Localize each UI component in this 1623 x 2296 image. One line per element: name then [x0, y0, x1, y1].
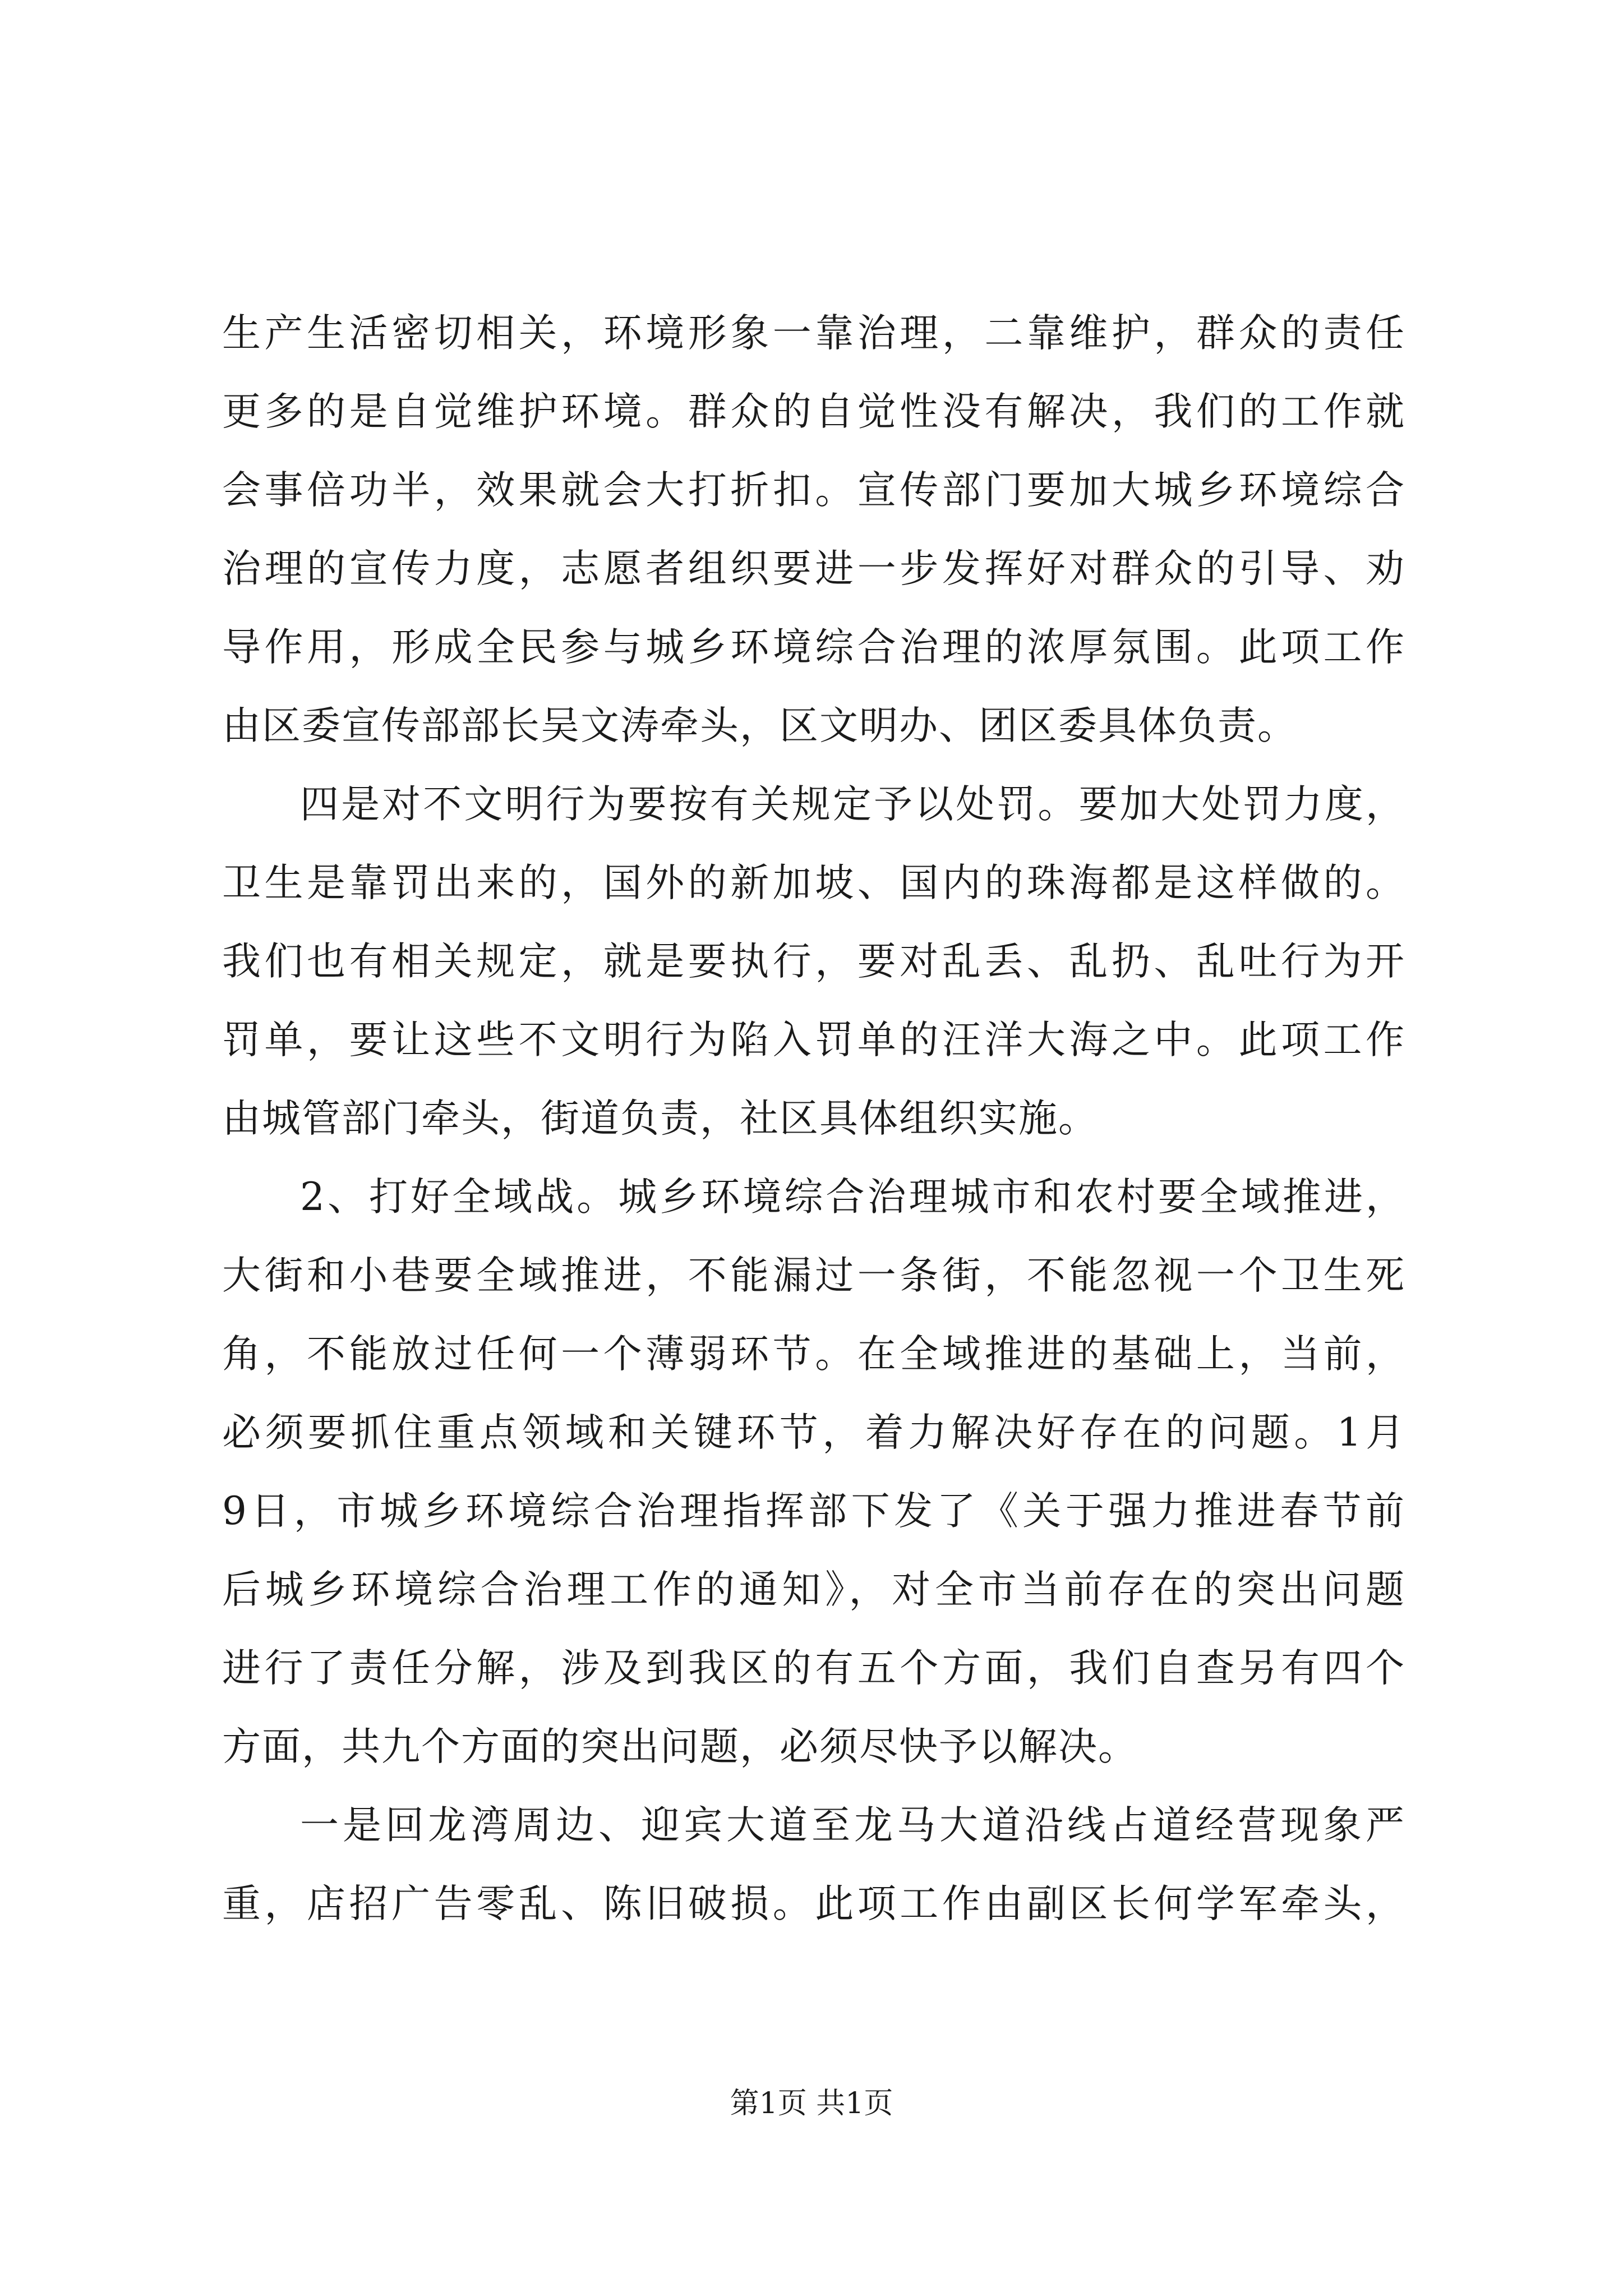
- text-line-6: 由区委宣传部部长吴文涛牵头，区文明办、团区委具体负责。: [222, 703, 1297, 748]
- text-line-8: 卫生是靠罚出来的，国外的新加坡、国内的珠海都是这样做的。: [222, 861, 1405, 905]
- text-line-14: 角，不能放过任何一个薄弱环节。在全域推进的基础上，当前，: [222, 1332, 1405, 1377]
- text-line-2: 更多的是自觉维护环境。群众的自觉性没有解决，我们的工作就: [222, 389, 1405, 434]
- paragraph-start-line-7: 四是对不文明行为要按有关规定予以处罚。要加大处罚力度，: [300, 782, 1405, 827]
- text-line-19: 方面，共九个方面的突出问题，必须尽快予以解决。: [222, 1724, 1138, 1769]
- text-line-5: 导作用，形成全民参与城乡环境综合治理的浓厚氛围。此项工作: [222, 625, 1405, 670]
- page-number-footer: 第1页 共1页: [730, 2087, 893, 2120]
- paragraph-start-line-12: 2、打好全域战。城乡环境综合治理城市和农村要全域推进，: [300, 1175, 1405, 1220]
- text-line-18: 进行了责任分解，涉及到我区的有五个方面，我们自查另有四个: [222, 1646, 1405, 1691]
- text-line-15: 必须要抓住重点领域和关键环节，着力解决好存在的问题。1月: [222, 1410, 1405, 1455]
- text-line-4: 治理的宣传力度，志愿者组织要进一步发挥好对群众的引导、劝: [222, 546, 1405, 591]
- text-line-10: 罚单，要让这些不文明行为陷入罚单的汪洋大海之中。此项工作: [222, 1018, 1405, 1062]
- text-line-1: 生产生活密切相关，环境形象一靠治理，二靠维护，群众的责任: [222, 311, 1405, 356]
- paragraph-start-line-20: 一是回龙湾周边、迎宾大道至龙马大道沿线占道经营现象严: [300, 1803, 1405, 1848]
- text-line-13: 大街和小巷要全域推进，不能漏过一条街，不能忽视一个卫生死: [222, 1253, 1405, 1298]
- text-line-21: 重，店招广告零乱、陈旧破损。此项工作由副区长何学军牵头，: [222, 1881, 1405, 1926]
- text-line-11: 由城管部门牵头，街道负责，社区具体组织实施。: [222, 1096, 1098, 1141]
- text-line-16: 9日，市城乡环境综合治理指挥部下发了《关于强力推进春节前: [222, 1489, 1405, 1534]
- text-line-17: 后城乡环境综合治理工作的通知》，对全市当前存在的突出问题: [222, 1567, 1405, 1612]
- text-line-9: 我们也有相关规定，就是要执行，要对乱丢、乱扔、乱吐行为开: [222, 939, 1405, 984]
- text-line-3: 会事倍功半，效果就会大打折扣。宣传部门要加大城乡环境综合: [222, 468, 1405, 513]
